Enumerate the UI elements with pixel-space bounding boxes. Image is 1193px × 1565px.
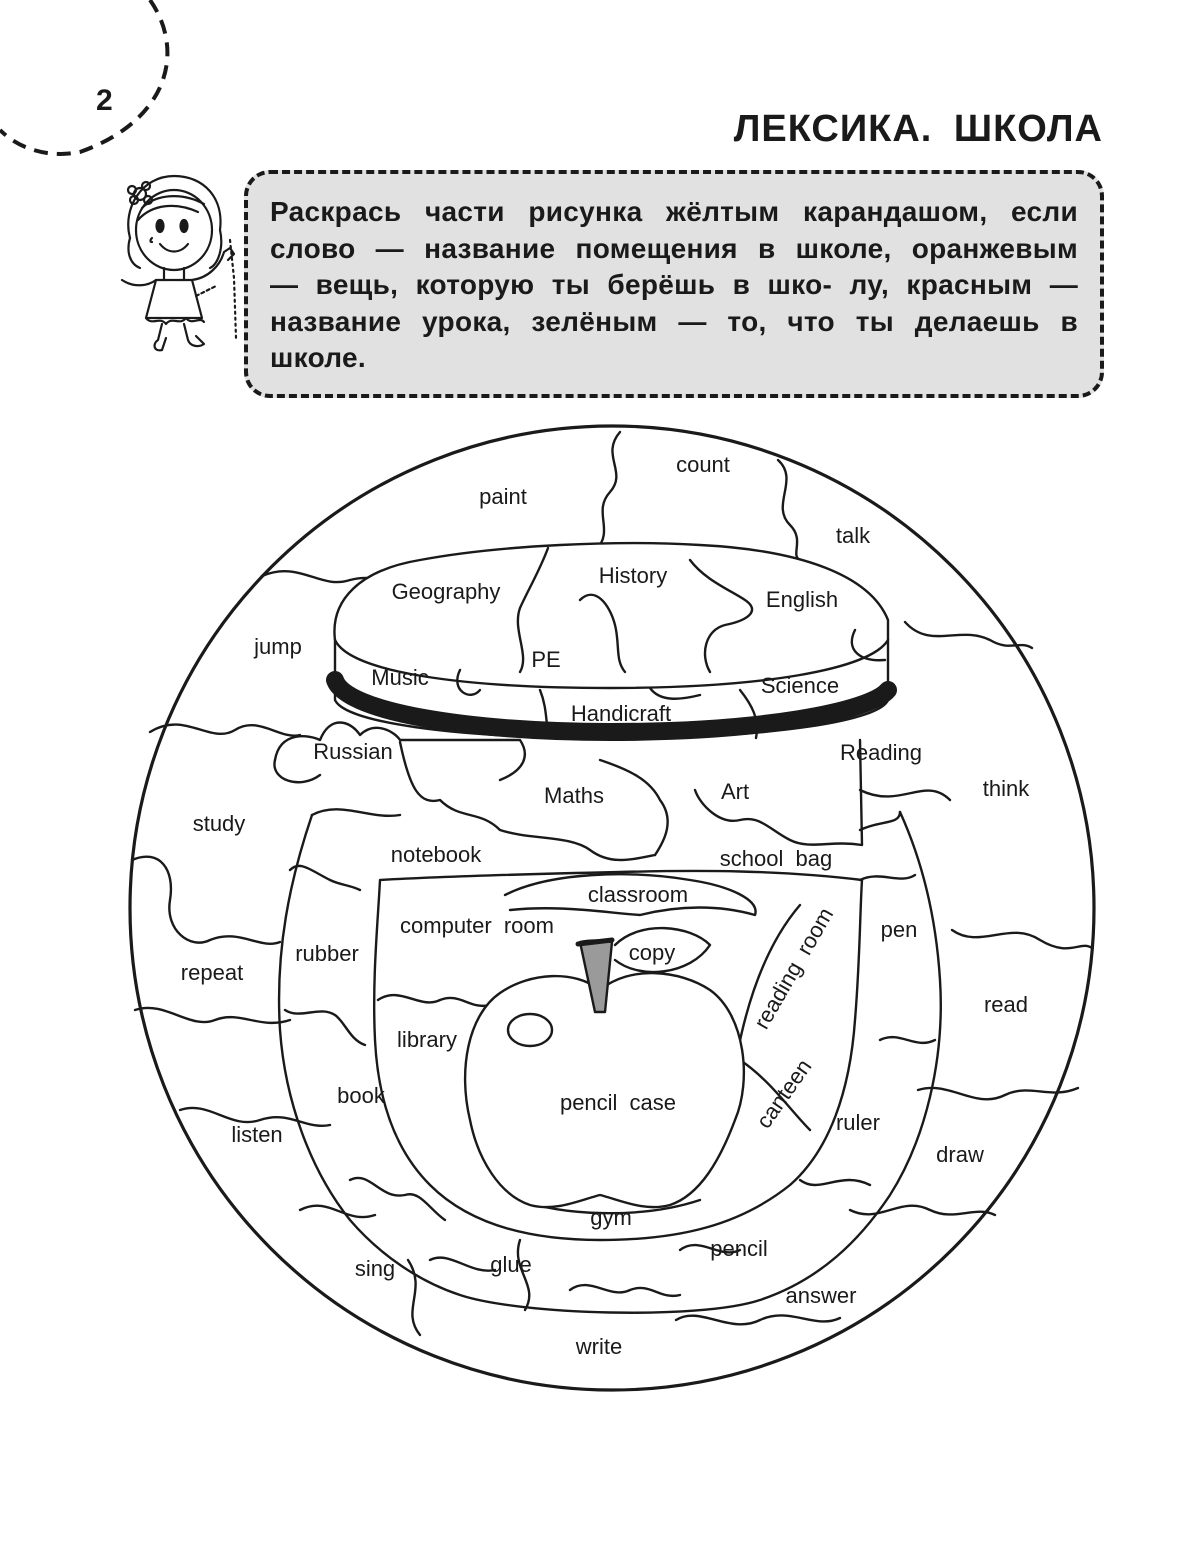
word-count: count <box>676 452 730 477</box>
word-pencil: pencil <box>710 1236 768 1261</box>
word-reading: Reading <box>840 740 922 765</box>
word-music: Music <box>371 665 429 690</box>
word-gym: gym <box>590 1205 632 1230</box>
word-art: Art <box>720 779 750 804</box>
word-repeat: repeat <box>180 960 244 985</box>
word-paint: paint <box>479 484 527 509</box>
word-geography: Geography <box>391 579 501 604</box>
word-science: Science <box>760 673 840 698</box>
word-talk: talk <box>835 523 871 548</box>
word-write: write <box>575 1334 623 1359</box>
page-title: ЛЕКСИКА. ШКОЛА <box>733 108 1103 150</box>
word-handicraft: Handicraft <box>570 701 672 726</box>
word-pen: pen <box>880 917 918 942</box>
word-pencil-case: pencil case <box>559 1090 677 1115</box>
word-jump: jump <box>254 634 302 659</box>
word-notebook: notebook <box>390 842 482 867</box>
word-english: English <box>765 587 839 612</box>
word-glue: glue <box>490 1252 532 1277</box>
task-instructions: Раскрась части рисунка жёлтым карандашом, если слово — название помещения в школе, оранжевым — вещь, которую ты берёшь в шко- лу, красным — название урока, зелёным — то, что ты делаешь в школе. <box>270 196 1078 373</box>
word-school-bag: school bag <box>719 846 833 871</box>
word-rubber: rubber <box>295 941 359 966</box>
word-pe: PE <box>531 647 561 672</box>
word-read: read <box>983 992 1029 1017</box>
word-classroom: classroom <box>587 882 689 907</box>
page-number: 2 <box>96 84 113 117</box>
word-draw: draw <box>936 1142 984 1167</box>
word-listen: listen <box>231 1122 283 1147</box>
word-maths: Maths <box>544 783 604 808</box>
word-library: library <box>397 1027 457 1052</box>
word-computer-room: computer room <box>400 913 554 938</box>
word-history: History <box>598 563 668 588</box>
word-answer: answer <box>785 1283 857 1308</box>
word-russian: Russian <box>313 739 393 764</box>
word-copy: copy <box>628 940 676 965</box>
word-reading-room: reading room <box>748 903 839 1034</box>
word-study: study <box>192 811 246 836</box>
word-canteen: canteen <box>751 1054 817 1133</box>
word-think: think <box>982 776 1030 801</box>
word-ruler: ruler <box>835 1110 881 1135</box>
word-sing: sing <box>354 1256 396 1281</box>
word-book: book <box>337 1083 385 1108</box>
